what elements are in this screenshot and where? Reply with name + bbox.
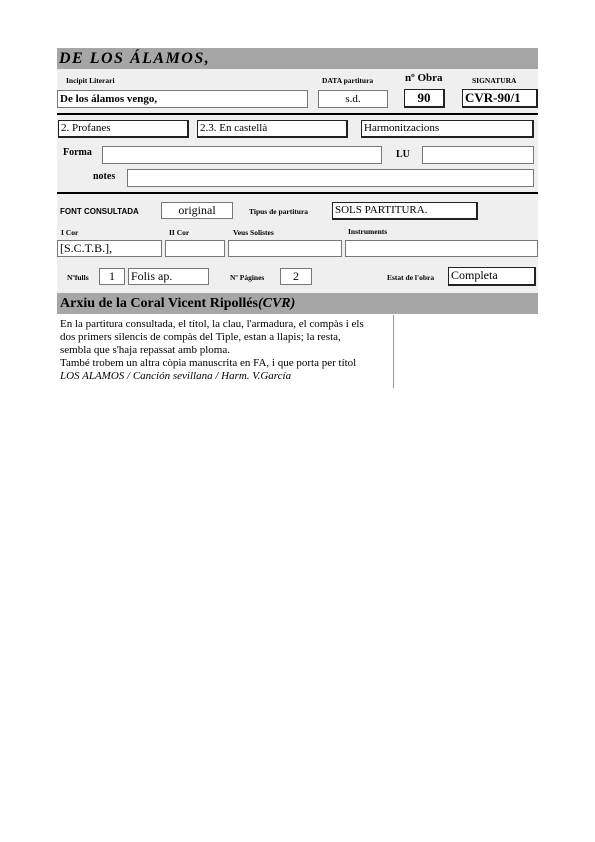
estat-field[interactable]: Completa bbox=[448, 267, 536, 286]
subcategory-field[interactable]: 2.3. En castellà bbox=[197, 120, 348, 138]
description-line: LOS ALAMOS / Canción sevillana / Harm. V.García bbox=[60, 370, 292, 382]
instruments-label: Instruments bbox=[348, 227, 388, 236]
lu-label: LU bbox=[396, 149, 410, 160]
npagines-field[interactable]: 2 bbox=[280, 268, 312, 285]
font-consultada-label: FONT CONSULTADA bbox=[60, 207, 139, 216]
description-line: També trobem un altra còpia manuscrita en FA, i que porta per títol bbox=[60, 357, 357, 369]
divider-1 bbox=[57, 113, 538, 115]
npagines-label: Nº Pàgines bbox=[230, 273, 265, 282]
veus-solistes-field[interactable] bbox=[228, 240, 342, 257]
i-cor-label: I Cor bbox=[61, 228, 79, 237]
archive-name: Arxiu de la Coral Vicent Ripollés bbox=[60, 296, 258, 311]
forma-field[interactable] bbox=[102, 146, 382, 164]
tipus-partitura-label: Tipus de partitura bbox=[249, 207, 309, 216]
tipus-partitura-field[interactable]: SOLS PARTITURA. bbox=[332, 202, 478, 220]
data-partitura-label: DATA partitura bbox=[322, 76, 374, 85]
estat-label: Estat de l'obra bbox=[387, 273, 435, 282]
incipit-field[interactable]: De los álamos vengo, bbox=[57, 90, 308, 108]
nfulls-label: Nºfulls bbox=[67, 273, 89, 282]
archive-abbr: (CVR) bbox=[257, 296, 296, 311]
data-partitura-field[interactable]: s.d. bbox=[318, 90, 388, 108]
archive-title bbox=[60, 293, 295, 314]
category-field[interactable]: 2. Profanes bbox=[58, 120, 189, 138]
num-obra-label: nº Obra bbox=[405, 72, 443, 84]
instruments-field[interactable] bbox=[345, 240, 538, 257]
lu-field[interactable] bbox=[422, 146, 534, 164]
type-field[interactable]: Harmonitzacions bbox=[361, 120, 534, 138]
signatura-field[interactable]: CVR-90/1 bbox=[462, 89, 538, 108]
folis-field[interactable]: Folis ap. bbox=[128, 268, 209, 285]
i-cor-field[interactable]: [S.C.T.B.], bbox=[57, 240, 162, 257]
description-line: sembla que s'haja repassat amb ploma. bbox=[60, 344, 230, 356]
nfulls-field[interactable]: 1 bbox=[99, 268, 125, 285]
signatura-label: SIGNATURA bbox=[472, 76, 517, 85]
ii-cor-label: II Cor bbox=[169, 228, 190, 237]
num-obra-field[interactable]: 90 bbox=[404, 89, 445, 108]
forma-label: Forma bbox=[63, 147, 92, 158]
divider-2 bbox=[57, 192, 538, 194]
description-line: En la partitura consultada, el títol, la clau, l'armadura, el compàs i els bbox=[60, 318, 364, 330]
veus-solistes-label: Veus Solistes bbox=[233, 228, 274, 237]
notes-field[interactable] bbox=[127, 169, 534, 187]
description bbox=[60, 318, 395, 383]
page-title: DE LOS ÁLAMOS, bbox=[59, 50, 211, 67]
notes-label: notes bbox=[93, 171, 116, 182]
ii-cor-field[interactable] bbox=[165, 240, 225, 257]
font-consultada-field[interactable]: original bbox=[161, 202, 233, 219]
incipit-label: Incipit Literari bbox=[66, 76, 115, 85]
description-line: dos primers silencis de compàs del Tiple, estan a llapis; la resta, bbox=[60, 331, 341, 343]
